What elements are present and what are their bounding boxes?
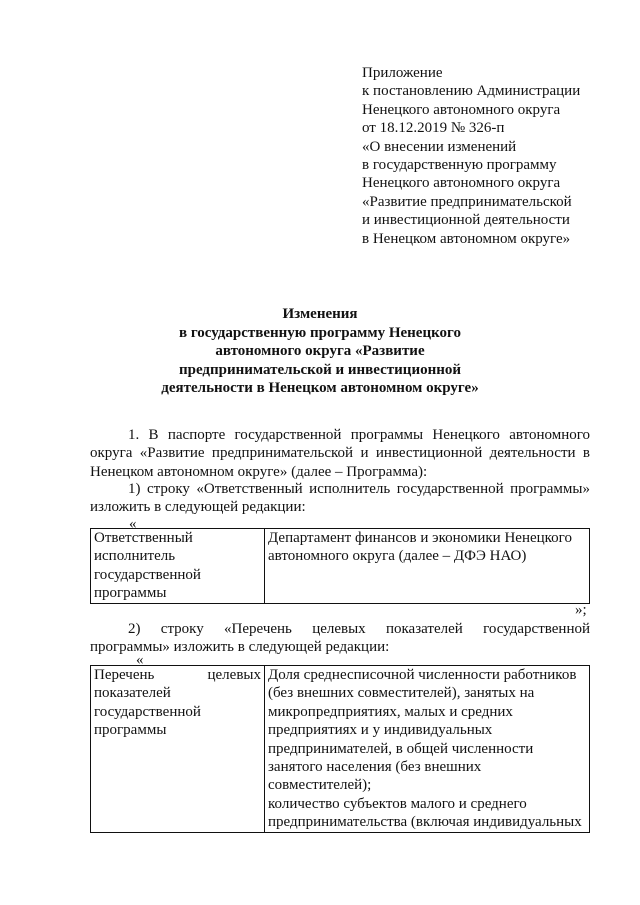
title-line: предпринимательской и инвестиционной — [178, 361, 462, 378]
table-cell-value — [265, 529, 590, 604]
cell-line: предприятиях и у индивидуальных — [268, 722, 493, 739]
paragraph-text: 1) строку «Ответственный исполнитель государственной программы» изложить в следующей редакции: — [90, 481, 590, 516]
cell-line: исполнитель — [94, 548, 176, 565]
appendix-line: к постановлению Администрации — [362, 83, 581, 100]
title-line: Изменения — [282, 306, 358, 322]
title-line: деятельности в Ненецком автономном округе» — [161, 380, 479, 396]
paragraph-subitem-2 — [90, 620, 590, 657]
cell-line: государственной — [94, 703, 201, 720]
appendix-line: Ненецкого автономного округа — [362, 175, 561, 192]
appendix-line: в Ненецком автономном округе» — [362, 230, 571, 247]
appendix-line: от 18.12.2019 № 326-п — [362, 120, 505, 137]
cell-line: автономного округа (далее – ДФЭ НАО) — [268, 548, 527, 565]
table-row — [91, 529, 590, 604]
cell-line — [94, 666, 261, 684]
open-quote: « — [129, 516, 137, 532]
paragraph-text: 1. В паспорте государственной программы Ненецкого автономного округа «Развитие предпринимательской и инвестиционной деятельности в Ненецком автономном округе» (далее – Программа): — [90, 427, 590, 480]
cell-line: показателей — [94, 685, 171, 702]
table-cell-label — [91, 666, 265, 833]
cell-line: количество субъектов малого и среднего — [268, 795, 527, 812]
cell-word: Перечень — [94, 667, 155, 683]
title-line: в государственную программу Ненецкого — [179, 324, 461, 341]
title-line: автономного округа «Развитие — [215, 343, 425, 359]
table-target-indicators — [90, 665, 590, 833]
appendix-line: в государственную программу — [362, 157, 557, 174]
cell-line: программы — [94, 722, 167, 739]
appendix-header — [362, 64, 632, 248]
table-responsible-executor — [90, 528, 590, 604]
appendix-line: Ненецкого автономного округа — [362, 101, 561, 118]
document-title — [130, 305, 510, 398]
cell-line: Департамент финансов и экономики Ненецкого — [268, 530, 572, 546]
appendix-line: и инвестиционной деятельности — [362, 212, 570, 229]
cell-line: предпринимательства (включая индивидуальных — [268, 814, 582, 831]
appendix-line: «О внесении изменений — [362, 138, 517, 155]
cell-line: (без внешних совместителей), занятых на — [268, 685, 535, 702]
cell-line: занятого населения (без внешних — [268, 759, 482, 776]
cell-line: Ответственный — [94, 530, 193, 546]
cell-line: микропредприятиях, малых и средних — [268, 703, 513, 720]
cell-line: предпринимателей, в общей численности — [268, 740, 534, 757]
cell-line: программы — [94, 585, 167, 602]
table-row — [91, 666, 590, 833]
open-quote: « — [136, 652, 144, 668]
cell-line: государственной — [94, 566, 201, 583]
paragraph-subitem-1 — [90, 480, 590, 517]
cell-line: Доля среднесписочной численности работников — [268, 667, 577, 683]
table-cell-value — [265, 666, 590, 833]
cell-word: целевых — [207, 667, 261, 683]
appendix-line: «Развитие предпринимательской — [362, 193, 572, 210]
appendix-line: Приложение — [362, 65, 443, 81]
paragraph-text: 2) строку «Перечень целевых показателей государственной программы» изложить в следующей редакции: — [90, 621, 590, 656]
table-cell-label — [91, 529, 265, 604]
close-quote: »; — [575, 602, 587, 618]
paragraph-item-1 — [90, 426, 590, 481]
cell-line: совместителей); — [268, 777, 372, 794]
